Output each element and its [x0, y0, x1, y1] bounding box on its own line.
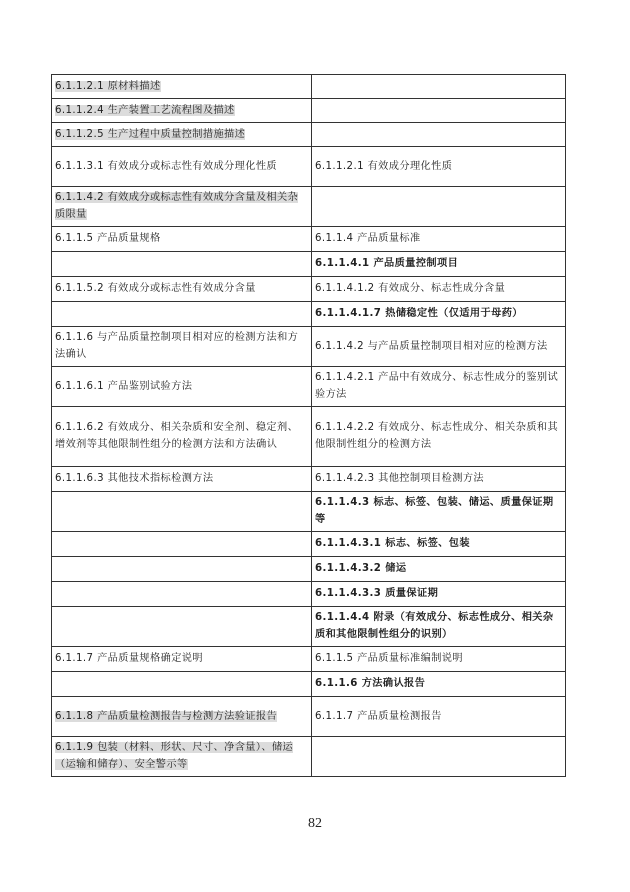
table-row	[52, 582, 566, 607]
right-cell	[312, 697, 566, 737]
table-row	[52, 672, 566, 697]
right-cell	[312, 647, 566, 672]
comparison-table	[51, 74, 566, 777]
left-cell	[52, 367, 312, 407]
left-cell-text: 6.1.1.9 包装（材料、形状、尺寸、净含量）、储运（运输和储存）、安全警示等	[55, 742, 294, 770]
right-cell	[312, 187, 566, 227]
table-row	[52, 367, 566, 407]
right-cell-text: 6.1.1.4.1.2 有效成分、标志性成分含量	[315, 283, 506, 294]
left-cell	[52, 75, 312, 99]
right-cell-text: 6.1.1.4.3.3 质量保证期	[315, 588, 439, 599]
left-cell	[52, 227, 312, 252]
right-cell	[312, 227, 566, 252]
left-cell	[52, 467, 312, 492]
right-cell	[312, 607, 566, 647]
table-row	[52, 99, 566, 123]
left-cell	[52, 557, 312, 582]
right-cell-text: 6.1.1.6 方法确认报告	[315, 678, 426, 689]
left-cell	[52, 607, 312, 647]
left-cell-text: 6.1.1.6.1 产品鉴别试验方法	[55, 380, 193, 392]
right-cell	[312, 467, 566, 492]
right-cell-text: 6.1.1.7 产品质量检测报告	[315, 710, 442, 722]
right-cell	[312, 532, 566, 557]
right-cell-text: 6.1.1.4.2.3 其他控制项目检测方法	[315, 473, 484, 484]
table-row	[52, 532, 566, 557]
table-row	[52, 467, 566, 492]
table-row	[52, 277, 566, 302]
right-cell	[312, 277, 566, 302]
table-row	[52, 227, 566, 252]
right-cell	[312, 367, 566, 407]
table-row	[52, 327, 566, 367]
right-cell-text: 6.1.1.4.1.7 热储稳定性（仅适用于母药）	[315, 308, 523, 319]
right-cell-text: 6.1.1.4.3.2 储运	[315, 563, 407, 574]
right-cell	[312, 147, 566, 187]
left-cell-text: 6.1.1.4.2 有效成分或标志性有效成分含量及相关杂质限量	[55, 192, 299, 220]
right-cell	[312, 327, 566, 367]
left-cell	[52, 187, 312, 227]
right-cell-text: 6.1.1.4.2 与产品质量控制项目相对应的检测方法	[315, 340, 548, 352]
right-cell-text: 6.1.1.4.3 标志、标签、包装、储运、质量保证期等	[315, 497, 554, 525]
right-cell-text: 6.1.1.4.3.1 标志、标签、包装	[315, 538, 470, 549]
right-cell-text: 6.1.1.5 产品质量标准编制说明	[315, 653, 463, 664]
right-cell	[312, 99, 566, 123]
left-cell-text: 6.1.1.6.2 有效成分、相关杂质和安全剂、稳定剂、增效剂等其他限制性组分的检测方法和方法确认	[55, 422, 299, 450]
left-cell-text: 6.1.1.8 产品质量检测报告与检测方法验证报告	[55, 710, 278, 722]
left-cell	[52, 407, 312, 467]
table-row	[52, 75, 566, 99]
table-row	[52, 187, 566, 227]
table-row	[52, 607, 566, 647]
left-cell	[52, 327, 312, 367]
right-cell	[312, 557, 566, 582]
left-cell	[52, 147, 312, 187]
right-cell	[312, 302, 566, 327]
table-row	[52, 557, 566, 582]
left-cell-text: 6.1.1.5 产品质量规格	[55, 233, 161, 244]
right-cell	[312, 75, 566, 99]
table-row	[52, 302, 566, 327]
left-cell	[52, 302, 312, 327]
left-cell-text: 6.1.1.2.1 原材料描述	[55, 80, 161, 92]
right-cell	[312, 492, 566, 532]
right-cell	[312, 407, 566, 467]
right-cell	[312, 252, 566, 277]
right-cell	[312, 582, 566, 607]
left-cell-text: 6.1.1.3.1 有效成分或标志性有效成分理化性质	[55, 160, 277, 172]
left-cell-text: 6.1.1.6.3 其他技术指标检测方法	[55, 473, 214, 484]
table-row	[52, 697, 566, 737]
left-cell	[52, 492, 312, 532]
table-row	[52, 252, 566, 277]
left-cell-text: 6.1.1.2.5 生产过程中质量控制措施描述	[55, 128, 246, 140]
left-cell-text: 6.1.1.6 与产品质量控制项目相对应的检测方法和方法确认	[55, 332, 299, 360]
table-row	[52, 123, 566, 147]
right-cell-text: 6.1.1.4.4 附录（有效成分、标志性成分、相关杂质和其他限制性组分的识别）	[315, 612, 554, 640]
right-cell-text: 6.1.1.4.2.1 产品中有效成分、标志性成分的鉴别试验方法	[315, 372, 559, 400]
right-cell	[312, 123, 566, 147]
left-cell	[52, 532, 312, 557]
comparison-table-body	[52, 75, 566, 777]
page-number: 82	[308, 816, 322, 831]
left-cell	[52, 123, 312, 147]
left-cell	[52, 672, 312, 697]
left-cell	[52, 737, 312, 777]
right-cell-text: 6.1.1.2.1 有效成分理化性质	[315, 160, 453, 172]
right-cell	[312, 672, 566, 697]
right-cell-text: 6.1.1.4.1 产品质量控制项目	[315, 258, 459, 269]
table-row	[52, 407, 566, 467]
table-row	[52, 737, 566, 777]
table-row	[52, 492, 566, 532]
left-cell	[52, 99, 312, 123]
left-cell-text: 6.1.1.5.2 有效成分或标志性有效成分含量	[55, 283, 256, 294]
right-cell-text: 6.1.1.4 产品质量标准	[315, 233, 421, 244]
left-cell-text: 6.1.1.7 产品质量规格确定说明	[55, 653, 203, 664]
table-row	[52, 647, 566, 672]
left-cell	[52, 582, 312, 607]
left-cell	[52, 697, 312, 737]
left-cell-text: 6.1.1.2.4 生产装置工艺流程图及描述	[55, 104, 235, 116]
table-row	[52, 147, 566, 187]
right-cell	[312, 737, 566, 777]
left-cell	[52, 252, 312, 277]
right-cell-text: 6.1.1.4.2.2 有效成分、标志性成分、相关杂质和其他限制性组分的检测方法	[315, 422, 559, 450]
left-cell	[52, 647, 312, 672]
left-cell	[52, 277, 312, 302]
